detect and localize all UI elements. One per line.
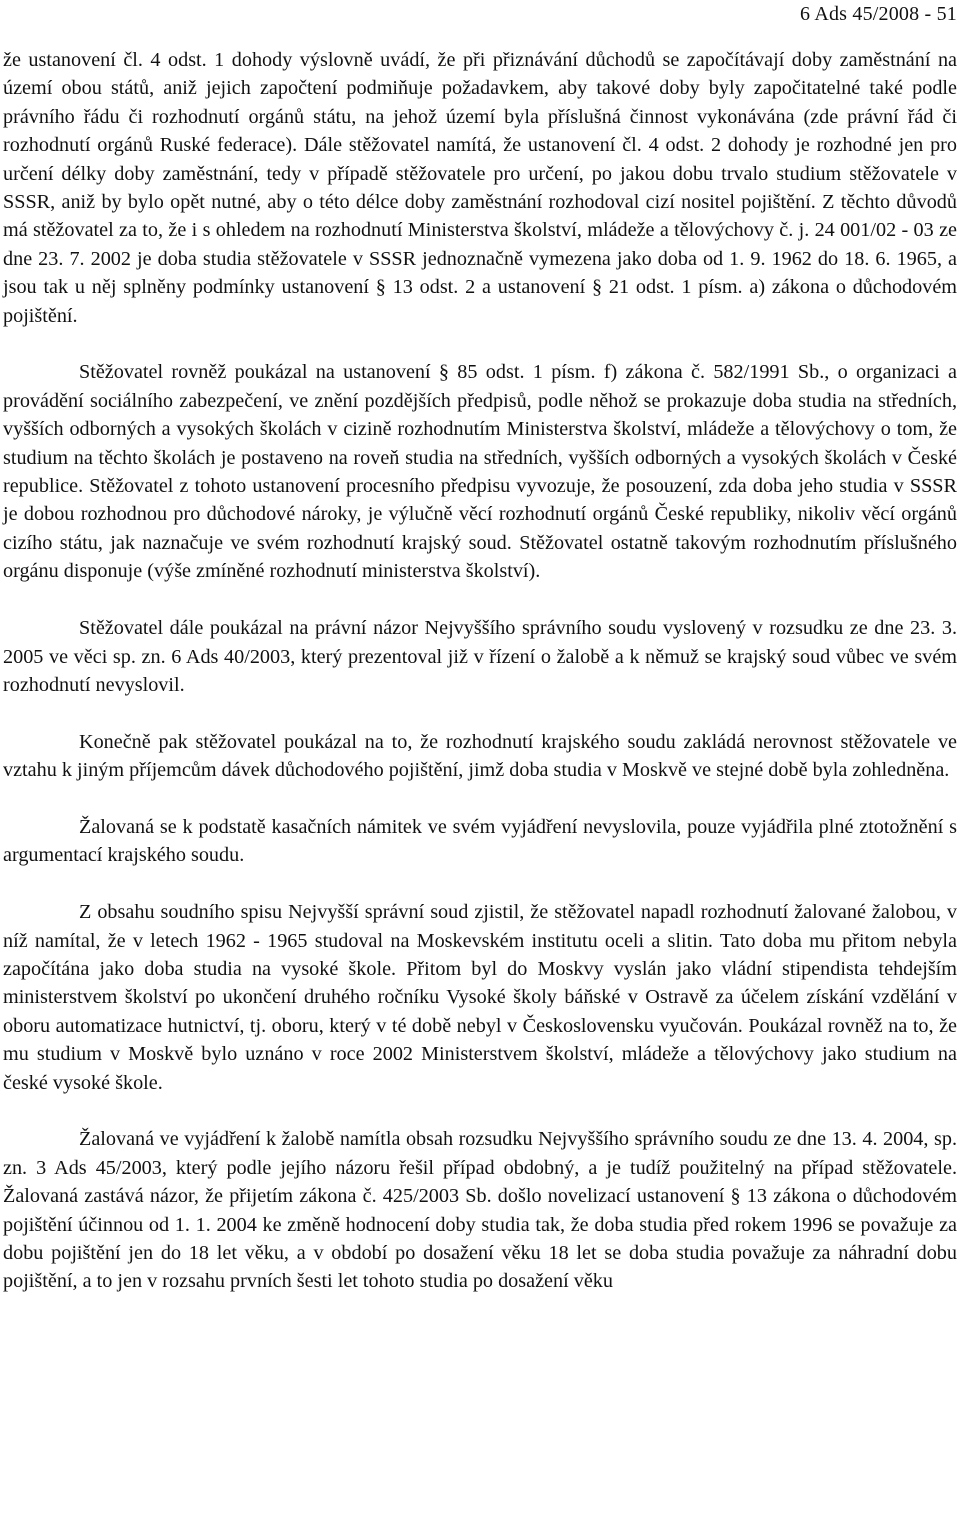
case-number-header: 6 Ads 45/2008 - 51 (800, 3, 957, 25)
paragraph-supreme-court-opinion: Stěžovatel dále poukázal na právní názor Nejvyššího správního soudu vyslovený v rozsudku ze dne 23. 3. 2005 ve věci sp. zn. 6 Ads 40/2003, který prezentoval již v řízení o žalobě a k němuž se krajský soud vůbec ve svém rozhodnutí nevyslovil. (3, 617, 957, 696)
paragraph-defendant-statement: Žalovaná ve vyjádření k žalobě namítla obsah rozsudku Nejvyššího správního soudu ze dne 13. 4. 2004, sp. zn. 3 Ads 45/2003, který podle jejího názoru řešil případ obdobný, a je tudíž použitelný na případ stěžovatele. Žalovaná zastává názor, že přijetím zákona č. 425/2003 Sb. došlo novelizací ustanovení § 13 zákona o důchodovém pojištění účinnou od 1. 1. 2004 ke změně hodnocení doby studia tak, že doba studia před rokem 1996 se považuje za dobu pojištění jen do 18 let věku, a v období po dosažení věku 18 let se doba studia považuje za náhradní dobu pojištění, a to jen v rozsahu prvních šesti let tohoto studia po dosažení věku (3, 1128, 957, 1293)
document-page (3, 0, 957, 1296)
paragraph-inequality: Konečně pak stěžovatel poukázal na to, že rozhodnutí krajského soudu zakládá nerovnost stěžovatele ve vztahu k jiným příjemcům dávek důchodového pojištění, jimž doba studia v Moskvě ve stejné době byla zohledněna. (3, 730, 957, 782)
paragraph-defendant-response: Žalovaná se k podstatě kasačních námitek ve svém vyjádření nevyslovila, pouze vyjádřila plné ztotožnění s argumentací krajského soudu. (3, 815, 957, 867)
paragraph-court-file: Z obsahu soudního spisu Nejvyšší správní soud zjistil, že stěžovatel napadl rozhodnutí žalované žalobou, v níž namítal, že v letech 1962 - 1965 studoval na Moskevském institutu oceli a slitin. Tato doba mu přitom nebyla započítána jako doba studia na vysoké škole. Přitom byl do Moskvy vyslán jako vládní stipendista tehdejším ministerstvem školství po ukončení druhého ročníku Vysoké školy báňské v Ostravě za účelem získání vzdělání v oboru automatizace hutnictví, tj. oboru, který v té době nebyl v Československu vyučován. Poukázal rovněž na to, že mu studium v Moskvě bylo uznáno v roce 2002 Ministerstvem školství, mládeže a tělovýchovy jako studium na české vysoké škole. (3, 901, 957, 1094)
paragraph-continuation: že ustanovení čl. 4 odst. 1 dohody výslovně uvádí, že při přiznávání důchodů se započítávají doby zaměstnání na území obou států, aniž jejich započtení podmiňuje požadavkem, aby takové doby byly započitatelné také podle právního řádu či rozhodnutí orgánů státu, na jehož území byla příslušná činnost vykonávána (zde právní řád či rozhodnutí orgánů Ruské federace). Dále stěžovatel namítá, že ustanovení čl. 4 odst. 2 dohody je rozhodné jen pro určení délky doby zaměstnání, tedy v případě stěžovatele pro určení, po jakou dobu trvalo studium stěžovatele v SSSR, aniž by bylo opět nutné, aby o této délce doby zaměstnání rozhodoval cizí nositel pojištění. Z těchto důvodů má stěžovatel za to, že i s ohledem na rozhodnutí Ministerstva školství, mládeže a tělovýchovy č. j. 24 001/02 - 03 ze dne 23. 7. 2002 je doba studia stěžovatele v SSSR jednoznačně vymezena jako doba od 1. 9. 1962 do 18. 6. 1965, a jsou tak u něj splněny podmínky ustanovení § 13 odst. 2 a ustanovení § 21 odst. 1 písm. a) zákona o důchodovém pojištění. (3, 49, 957, 327)
paragraph-procedural-provision: Stěžovatel rovněž poukázal na ustanovení § 85 odst. 1 písm. f) zákona č. 582/1991 Sb., o organizaci a provádění sociálního zabezpečení, ve znění pozdějších předpisů, podle něhož se prokazuje doba studia na středních, vyšších odborných a vysokých školách v cizině rozhodnutím Ministerstva školství, mládeže a tělovýchovy o tom, že studium na těchto školách je postaveno na roveň studia na středních, vyšších odborných a vysokých školách v České republice. Stěžovatel z tohoto ustanovení procesního předpisu vyvozuje, že posouzení, zda doba jeho studia v SSSR je dobou rozhodnou pro důchodové nároky, je výlučně věcí rozhodnutí orgánů České republiky, nikoliv věcí orgánů cizího státu, jak naznačuje ve svém rozhodnutí krajský soud. Stěžovatel ostatně takovým rozhodnutím příslušného orgánu disponuje (výše zmíněné rozhodnutí ministerstva školství). (3, 361, 957, 583)
